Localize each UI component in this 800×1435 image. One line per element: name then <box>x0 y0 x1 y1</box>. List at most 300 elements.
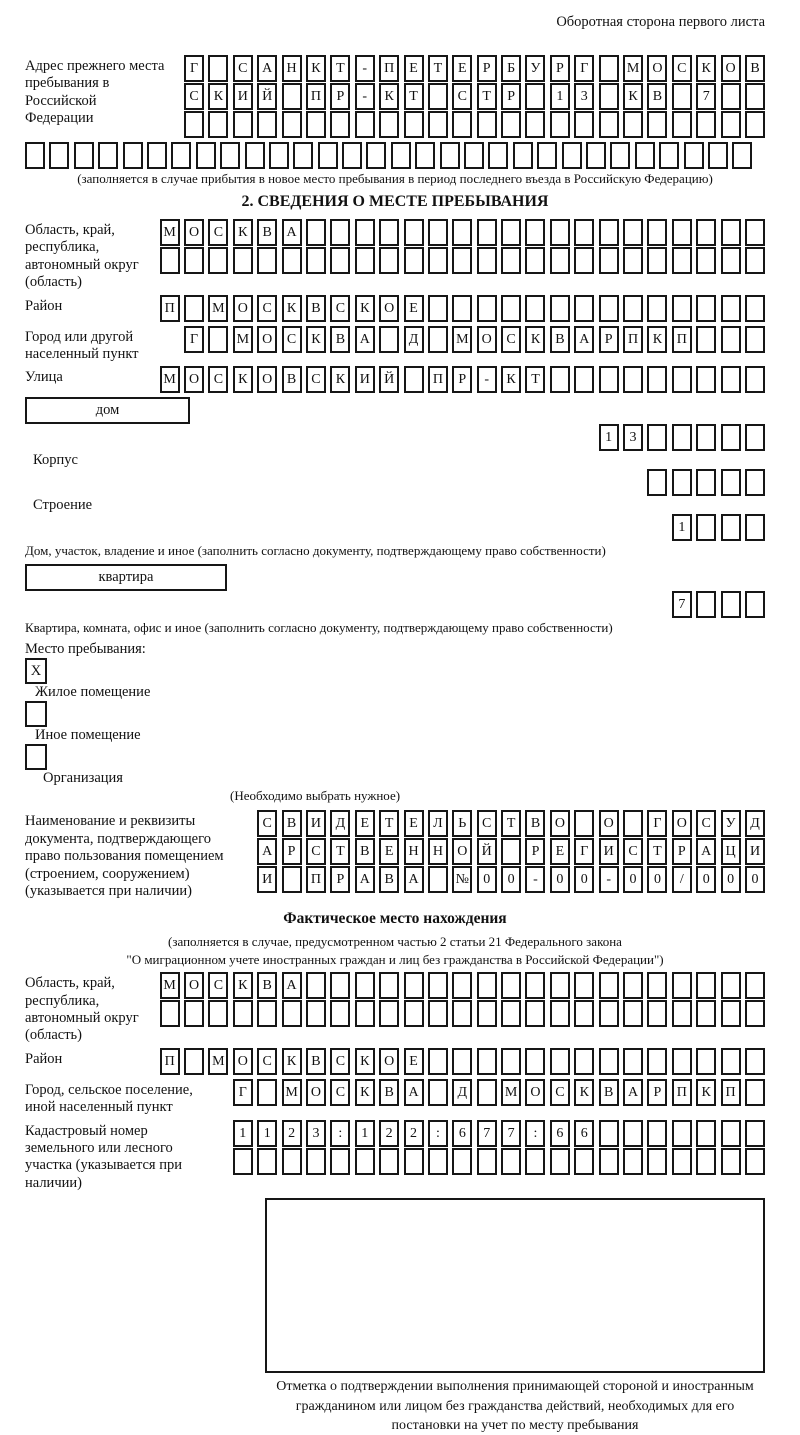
section2-title: 2. СВЕДЕНИЯ О МЕСТЕ ПРЕБЫВАНИЯ <box>241 193 549 210</box>
char-cell: М <box>208 295 228 322</box>
char-cell <box>330 111 350 138</box>
char-cell: В <box>355 838 375 865</box>
char-cell: О <box>184 366 204 393</box>
char-cell: Н <box>282 55 302 82</box>
char-cell <box>721 469 741 496</box>
char-cell <box>599 219 619 246</box>
char-cell: - <box>525 866 545 893</box>
char-cell <box>599 1048 619 1075</box>
char-cell <box>623 111 643 138</box>
char-cell: О <box>257 326 277 353</box>
char-cell <box>550 111 570 138</box>
char-cell <box>123 142 143 169</box>
char-cell <box>355 1148 375 1175</box>
char-cell <box>428 326 448 353</box>
char-cell <box>452 1148 472 1175</box>
char-cell: С <box>184 83 204 110</box>
char-cell: О <box>233 1048 253 1075</box>
char-cell: К <box>330 366 350 393</box>
char-cell <box>282 866 302 893</box>
char-cell <box>257 247 277 274</box>
document-row-3 <box>257 866 765 893</box>
char-cell <box>391 142 411 169</box>
char-cell <box>659 142 679 169</box>
char-cell: М <box>160 972 180 999</box>
street-block <box>25 366 765 394</box>
char-cell: Е <box>355 810 375 837</box>
char-cell: О <box>379 295 399 322</box>
char-cell <box>233 111 253 138</box>
char-cell: 3 <box>574 83 594 110</box>
cadastral-row-2 <box>233 1148 765 1175</box>
char-cell <box>696 219 716 246</box>
char-cell: У <box>721 810 741 837</box>
char-cell: В <box>257 972 277 999</box>
char-cell: С <box>501 326 521 353</box>
char-cell <box>306 972 326 999</box>
char-cell <box>647 972 667 999</box>
char-cell <box>428 83 448 110</box>
char-cell <box>721 1048 741 1075</box>
stroenie-cells <box>25 514 765 541</box>
char-cell <box>599 295 619 322</box>
char-cell: М <box>452 326 472 353</box>
char-cell <box>501 219 521 246</box>
region-rows <box>160 219 765 275</box>
char-cell <box>574 295 594 322</box>
option-org-label: Организация <box>43 770 123 787</box>
char-cell <box>293 142 313 169</box>
char-cell <box>550 219 570 246</box>
char-cell <box>672 424 692 451</box>
char-cell <box>696 1000 716 1027</box>
char-cell <box>464 142 484 169</box>
char-cell <box>745 83 765 110</box>
char-cell: / <box>672 866 692 893</box>
char-cell: Р <box>282 838 302 865</box>
char-cell <box>672 83 692 110</box>
page-header-note: Оборотная сторона первого листа <box>556 14 765 30</box>
char-cell: И <box>257 866 277 893</box>
char-cell <box>513 142 533 169</box>
al-city-label: Город, сельское поселение, иной населенный пункт <box>25 1081 193 1116</box>
char-cell <box>696 972 716 999</box>
char-cell <box>477 111 497 138</box>
char-cell: О <box>233 295 253 322</box>
char-cell <box>366 142 386 169</box>
stay-type-note: (Необходимо выбрать нужное) <box>230 788 401 804</box>
char-cell <box>745 972 765 999</box>
char-cell: А <box>623 1079 643 1106</box>
char-cell <box>428 1048 448 1075</box>
char-cell: В <box>525 810 545 837</box>
char-cell <box>428 972 448 999</box>
char-cell <box>452 111 472 138</box>
char-cell <box>477 295 497 322</box>
char-cell <box>599 366 619 393</box>
char-cell <box>696 111 716 138</box>
char-cell: 0 <box>745 866 765 893</box>
char-cell: 1 <box>257 1120 277 1147</box>
apartment-row <box>25 564 765 618</box>
char-cell <box>477 1079 497 1106</box>
char-cell <box>623 972 643 999</box>
actual-location-note-1: (заполняется в случае, предусмотренном частью 2 статьи 21 Федерального закона <box>168 934 622 950</box>
char-cell <box>379 1000 399 1027</box>
char-cell <box>721 972 741 999</box>
char-cell <box>404 111 424 138</box>
char-cell: 6 <box>574 1120 594 1147</box>
char-cell: П <box>379 55 399 82</box>
char-cell: Е <box>404 55 424 82</box>
char-cell: Р <box>452 366 472 393</box>
char-cell <box>696 247 716 274</box>
char-cell: О <box>550 810 570 837</box>
char-cell: Т <box>525 366 545 393</box>
char-cell <box>696 1148 716 1175</box>
char-cell <box>647 424 667 451</box>
korpus-cells <box>25 469 765 496</box>
prev-address-row-3 <box>184 111 765 138</box>
char-cell <box>562 142 582 169</box>
char-cell <box>721 1148 741 1175</box>
char-cell <box>306 1148 326 1175</box>
char-cell <box>257 111 277 138</box>
char-cell: К <box>233 972 253 999</box>
char-cell: Т <box>330 55 350 82</box>
char-cell: К <box>647 326 667 353</box>
char-cell <box>745 514 765 541</box>
char-cell: 6 <box>452 1120 472 1147</box>
char-cell: А <box>355 866 375 893</box>
char-cell <box>745 591 765 618</box>
char-cell <box>574 111 594 138</box>
char-cell: В <box>599 1079 619 1106</box>
char-cell <box>208 55 228 82</box>
char-cell: 0 <box>501 866 521 893</box>
char-cell: А <box>404 866 424 893</box>
char-cell: О <box>184 219 204 246</box>
char-cell <box>684 142 704 169</box>
char-cell: С <box>257 295 277 322</box>
char-cell <box>428 1000 448 1027</box>
char-cell: П <box>428 366 448 393</box>
house-type-box: дом <box>25 397 190 424</box>
option-zhiloe-label: Жилое помещение <box>35 684 151 701</box>
char-cell: Т <box>428 55 448 82</box>
char-cell <box>550 295 570 322</box>
char-cell: : <box>525 1120 545 1147</box>
korpus-label: Корпус <box>33 452 78 469</box>
char-cell: И <box>355 366 375 393</box>
char-cell <box>672 247 692 274</box>
char-cell: 7 <box>477 1120 497 1147</box>
char-cell <box>245 142 265 169</box>
char-cell <box>379 972 399 999</box>
char-cell <box>623 1120 643 1147</box>
al-region-row-1 <box>160 972 765 999</box>
char-cell <box>477 219 497 246</box>
char-cell: 3 <box>306 1120 326 1147</box>
char-cell <box>452 295 472 322</box>
char-cell: В <box>257 219 277 246</box>
char-cell: У <box>525 55 545 82</box>
char-cell <box>721 247 741 274</box>
checkbox-inoe <box>25 701 47 727</box>
char-cell: О <box>257 366 277 393</box>
char-cell <box>355 1000 375 1027</box>
char-cell <box>574 1048 594 1075</box>
char-cell: С <box>233 55 253 82</box>
char-cell <box>550 366 570 393</box>
char-cell: : <box>428 1120 448 1147</box>
char-cell <box>599 247 619 274</box>
char-cell <box>477 1148 497 1175</box>
char-cell: Т <box>330 838 350 865</box>
char-cell <box>574 1148 594 1175</box>
char-cell: Т <box>647 838 667 865</box>
char-cell <box>208 1000 228 1027</box>
stay-type-row <box>25 641 765 787</box>
house-note: Дом, участок, владение и иное (заполнить согласно документу, подтверждающему право собственности) <box>25 543 606 559</box>
char-cell: Р <box>550 55 570 82</box>
char-cell: 1 <box>672 514 692 541</box>
char-cell <box>525 1048 545 1075</box>
char-cell <box>282 1000 302 1027</box>
char-cell: В <box>745 55 765 82</box>
char-cell <box>501 295 521 322</box>
char-cell: И <box>745 838 765 865</box>
char-cell: П <box>623 326 643 353</box>
char-cell <box>452 972 472 999</box>
char-cell: С <box>696 810 716 837</box>
char-cell: С <box>330 1048 350 1075</box>
char-cell <box>721 366 741 393</box>
char-cell: Д <box>330 810 350 837</box>
char-cell <box>330 1000 350 1027</box>
char-cell: Е <box>452 55 472 82</box>
char-cell: А <box>282 219 302 246</box>
char-cell <box>623 247 643 274</box>
stroenie-label: Строение <box>33 497 93 514</box>
char-cell <box>672 295 692 322</box>
char-cell: Т <box>477 83 497 110</box>
char-cell <box>745 247 765 274</box>
char-cell <box>488 142 508 169</box>
char-cell: О <box>672 810 692 837</box>
char-cell: И <box>306 810 326 837</box>
char-cell: 6 <box>550 1120 570 1147</box>
char-cell: : <box>330 1120 350 1147</box>
char-cell <box>623 1048 643 1075</box>
char-cell: 7 <box>672 591 692 618</box>
char-cell <box>599 83 619 110</box>
char-cell <box>599 972 619 999</box>
char-cell: С <box>257 810 277 837</box>
char-cell <box>696 366 716 393</box>
char-cell: О <box>721 55 741 82</box>
char-cell: С <box>306 366 326 393</box>
char-cell <box>282 111 302 138</box>
char-cell: Е <box>379 838 399 865</box>
char-cell <box>233 247 253 274</box>
prev-address-block <box>25 55 765 139</box>
char-cell: И <box>599 838 619 865</box>
char-cell: Р <box>330 83 350 110</box>
al-district-label: Район <box>25 1050 63 1067</box>
char-cell <box>623 1148 643 1175</box>
char-cell: О <box>379 1048 399 1075</box>
char-cell: 0 <box>623 866 643 893</box>
region-block <box>25 219 765 292</box>
char-cell <box>415 142 435 169</box>
char-cell <box>306 219 326 246</box>
char-cell <box>184 295 204 322</box>
char-cell <box>647 1148 667 1175</box>
cadastral-row-1 <box>233 1120 765 1147</box>
char-cell: Р <box>501 83 521 110</box>
char-cell <box>672 219 692 246</box>
char-cell <box>171 142 191 169</box>
char-cell: И <box>233 83 253 110</box>
char-cell <box>428 295 448 322</box>
char-cell <box>696 469 716 496</box>
char-cell <box>647 1000 667 1027</box>
char-cell <box>599 1000 619 1027</box>
cadastral-rows <box>233 1120 765 1176</box>
char-cell: Д <box>745 810 765 837</box>
char-cell <box>404 366 424 393</box>
char-cell: П <box>672 1079 692 1106</box>
char-cell <box>477 972 497 999</box>
char-cell: М <box>208 1048 228 1075</box>
char-cell: Н <box>428 838 448 865</box>
checkbox-zhiloe: X <box>25 658 47 684</box>
char-cell: 2 <box>379 1120 399 1147</box>
char-cell <box>404 972 424 999</box>
char-cell <box>452 1048 472 1075</box>
char-cell: А <box>282 972 302 999</box>
region-label: Область, край, республика, автономный округ (область) <box>25 222 139 291</box>
char-cell: В <box>282 810 302 837</box>
char-cell <box>745 295 765 322</box>
char-cell <box>160 1000 180 1027</box>
house-row <box>25 397 765 541</box>
prev-address-row-4 <box>25 142 765 169</box>
char-cell: С <box>257 1048 277 1075</box>
option-inoe-label: Иное помещение <box>35 727 141 744</box>
char-cell: К <box>355 1048 375 1075</box>
char-cell <box>428 247 448 274</box>
char-cell: М <box>623 55 643 82</box>
char-cell: К <box>574 1079 594 1106</box>
char-cell: К <box>306 326 326 353</box>
char-cell <box>525 1148 545 1175</box>
char-cell <box>525 295 545 322</box>
region-row-2 <box>160 247 765 274</box>
char-cell: С <box>282 326 302 353</box>
char-cell: - <box>355 83 375 110</box>
char-cell: 1 <box>599 424 619 451</box>
char-cell <box>306 247 326 274</box>
char-cell <box>452 1000 472 1027</box>
char-cell <box>501 1048 521 1075</box>
district-row <box>160 295 765 322</box>
cadastral-label: Кадастровый номер земельного или лесного участка (указывается при наличии) <box>25 1122 182 1191</box>
char-cell <box>574 972 594 999</box>
prev-address-note: (заполняется в случае прибытия в новое место пребывания в период последнего въезда в Российскую Федерацию) <box>77 171 713 186</box>
char-cell <box>745 1000 765 1027</box>
actual-location-note-2: "О миграционном учете иностранных граждан и лиц без гражданства в Российской Федерации") <box>126 952 664 968</box>
char-cell <box>721 326 741 353</box>
char-cell: С <box>208 972 228 999</box>
char-cell: К <box>696 55 716 82</box>
char-cell <box>525 1000 545 1027</box>
char-cell <box>599 1120 619 1147</box>
char-cell: Ц <box>721 838 741 865</box>
cadastral-block <box>25 1120 765 1193</box>
char-cell <box>330 247 350 274</box>
char-cell <box>282 83 302 110</box>
char-cell: Г <box>184 55 204 82</box>
char-cell <box>184 111 204 138</box>
char-cell <box>599 1148 619 1175</box>
char-cell <box>428 219 448 246</box>
char-cell <box>355 111 375 138</box>
char-cell <box>647 1120 667 1147</box>
char-cell <box>452 219 472 246</box>
char-cell <box>404 219 424 246</box>
char-cell <box>647 469 667 496</box>
city-label: Город или другой населенный пункт <box>25 328 139 362</box>
char-cell: А <box>696 838 716 865</box>
al-region-block <box>25 972 765 1045</box>
street-row <box>160 366 765 393</box>
char-cell <box>696 591 716 618</box>
char-cell: Р <box>525 838 545 865</box>
char-cell: А <box>257 838 277 865</box>
al-district-row <box>160 1048 765 1075</box>
char-cell <box>647 1048 667 1075</box>
char-cell: П <box>160 295 180 322</box>
char-cell <box>647 247 667 274</box>
char-cell <box>745 1120 765 1147</box>
char-cell: В <box>306 1048 326 1075</box>
char-cell <box>184 1000 204 1027</box>
char-cell: К <box>525 326 545 353</box>
char-cell: Г <box>574 55 594 82</box>
char-cell: Б <box>501 55 521 82</box>
char-cell <box>184 1048 204 1075</box>
char-cell: О <box>452 838 472 865</box>
char-cell <box>623 1000 643 1027</box>
char-cell <box>428 866 448 893</box>
char-cell <box>696 1120 716 1147</box>
char-cell: Е <box>404 1048 424 1075</box>
char-cell: 2 <box>404 1120 424 1147</box>
char-cell: М <box>501 1079 521 1106</box>
apartment-type-box: квартира <box>25 564 227 591</box>
char-cell <box>672 366 692 393</box>
char-cell <box>440 142 460 169</box>
char-cell: № <box>452 866 472 893</box>
char-cell <box>233 1000 253 1027</box>
char-cell <box>282 1148 302 1175</box>
char-cell: Р <box>477 55 497 82</box>
char-cell: С <box>208 219 228 246</box>
prev-address-row-2 <box>184 83 765 110</box>
char-cell <box>672 1000 692 1027</box>
